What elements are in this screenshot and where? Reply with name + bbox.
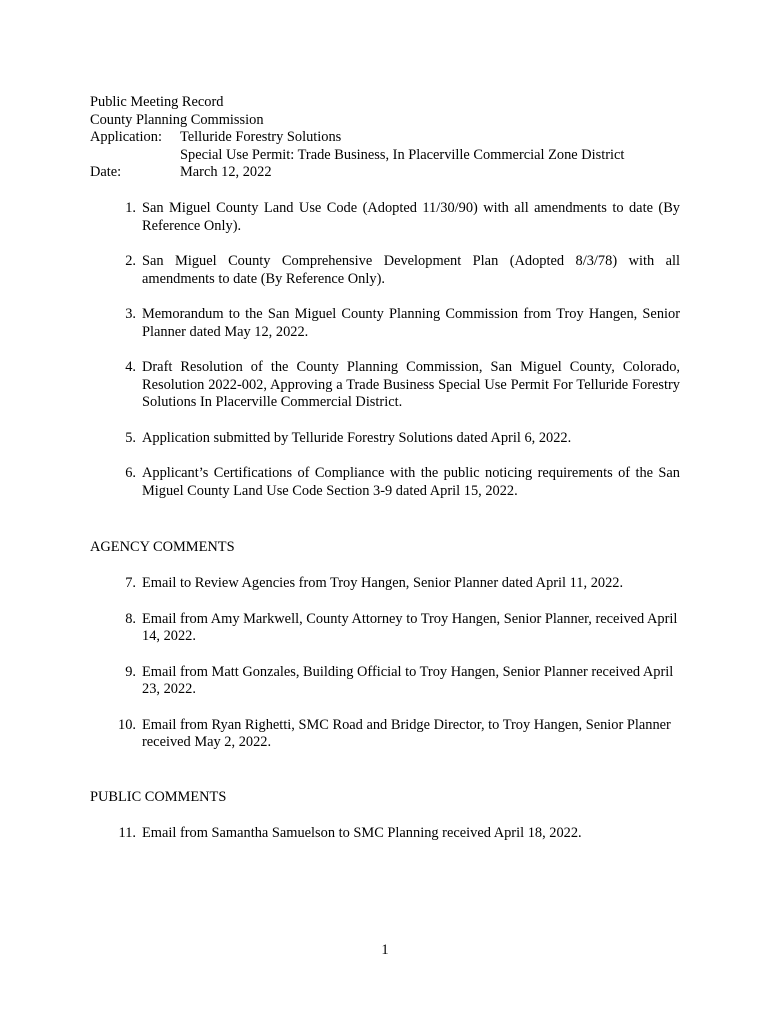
item-number: 10. <box>118 716 136 733</box>
item-number: 1. <box>125 200 136 216</box>
item-text: Draft Resolution of the County Planning Commission, San Miguel County, Colorado, Resolution 2022-002, Approving a Trade Business Special Use Permit For Telluride Forestry Solutions In Placerville Commercial District. <box>142 359 680 410</box>
list-item <box>90 465 680 500</box>
date-row <box>90 164 690 182</box>
list-item <box>90 359 680 412</box>
item-number: 6. <box>125 465 136 481</box>
item-text: Email from Matt Gonzales, Building Official to Troy Hangen, Senior Planner received April 23, 2022. <box>142 663 674 697</box>
list-item <box>90 664 680 699</box>
item-number: 2. <box>125 253 136 269</box>
application-label: Application: <box>90 129 162 145</box>
list-item <box>90 717 680 752</box>
application-permit: Special Use Permit: Trade Business, In Placerville Commercial Zone District <box>180 146 625 163</box>
item-number: 7. <box>125 575 136 591</box>
item-number: 8. <box>125 610 136 627</box>
record-title: Public Meeting Record <box>90 94 224 110</box>
item-number: 5. <box>125 429 136 446</box>
commission-name: County Planning Commission <box>90 111 264 128</box>
page-number: 1 <box>381 942 389 958</box>
record-header <box>90 94 690 182</box>
application-value: Telluride Forestry Solutions <box>180 129 342 145</box>
list-item <box>90 200 680 235</box>
item-text: Email from Amy Markwell, County Attorney to Troy Hangen, Senior Planner, received April 14, 2022. <box>142 610 678 644</box>
list-item <box>90 306 680 341</box>
application-row <box>90 129 690 147</box>
item-number: 11. <box>118 825 136 841</box>
item-text: Email from Ryan Righetti, SMC Road and Bridge Director, to Troy Hangen, Senior Planner received May 2, 2022. <box>142 716 671 750</box>
application-row-2 <box>90 147 690 165</box>
list-item <box>90 430 680 448</box>
item-text: Email to Review Agencies from Troy Hangen, Senior Planner dated April 11, 2022. <box>142 575 624 591</box>
agency-comments-list <box>90 575 680 752</box>
list-item <box>90 575 680 593</box>
item-number: 3. <box>125 306 136 322</box>
public-comments-list <box>90 825 680 843</box>
date-value: March 12, 2022 <box>180 164 272 180</box>
list-item <box>90 611 680 646</box>
list-item <box>90 253 680 288</box>
item-text: Email from Samantha Samuelson to SMC Planning received April 18, 2022. <box>142 825 582 841</box>
public-comments-heading: PUBLIC COMMENTS <box>90 789 227 805</box>
date-label: Date: <box>90 164 122 180</box>
agency-comments-heading: AGENCY COMMENTS <box>90 539 235 555</box>
item-number: 9. <box>125 663 136 680</box>
item-text: Memorandum to the San Miguel County Planning Commission from Troy Hangen, Senior Planner dated May 12, 2022. <box>142 306 680 340</box>
item-text: Applicant’s Certifications of Compliance with the public noticing requirements of the San Miguel County Land Use Code Section 3-9 dated April 15, 2022. <box>142 465 680 499</box>
item-text: San Miguel County Comprehensive Development Plan (Adopted 8/3/78) with all amendments to date (By Reference Only). <box>142 253 680 287</box>
list-item <box>90 825 680 843</box>
item-text: San Miguel County Land Use Code (Adopted 11/30/90) with all amendments to date (By Reference Only). <box>142 200 680 234</box>
item-text: Application submitted by Telluride Forestry Solutions dated April 6, 2022. <box>142 429 572 446</box>
item-number: 4. <box>125 359 136 375</box>
documents-list <box>90 200 680 500</box>
